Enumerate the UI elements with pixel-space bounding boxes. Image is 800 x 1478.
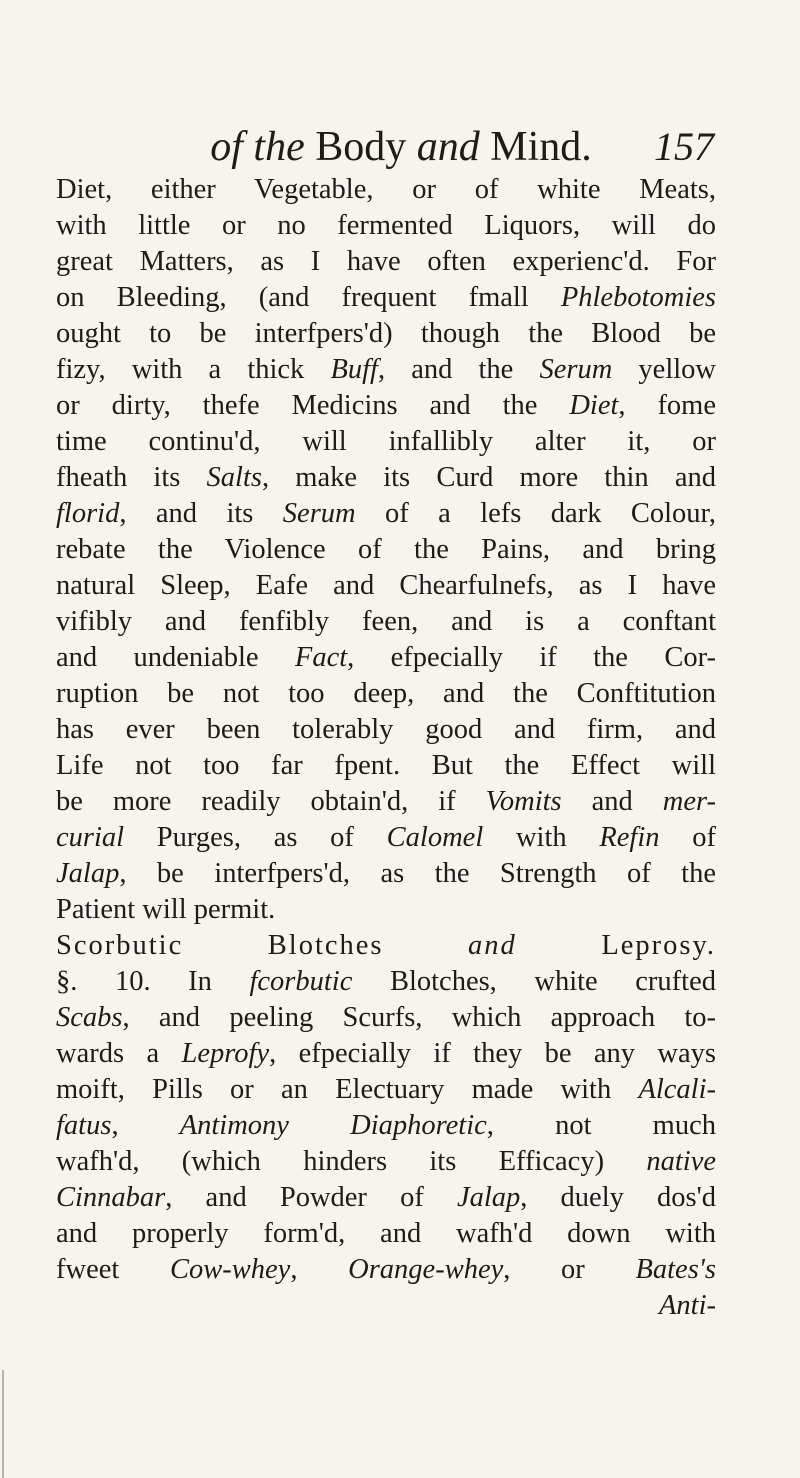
text-run: fheath its (56, 462, 207, 493)
italic-text: Orange-whey (348, 1254, 504, 1285)
text-line (56, 820, 716, 856)
text-run: , and the (377, 354, 540, 385)
italic-text: Leprofy (181, 1038, 270, 1069)
text-line (56, 1036, 716, 1072)
text-run: great Matters, as I have often experienc'd. For (56, 246, 716, 277)
italic-text: Phlebotomies (560, 282, 716, 313)
italic-text: Serum (539, 354, 613, 385)
italic-text: Jalap (56, 858, 120, 889)
text-line (56, 352, 716, 388)
text-run: vifibly and fenfibly feen, and is a conftant (56, 606, 716, 637)
text-run: ought to be interfpers'd) though the Blood be (56, 318, 716, 349)
text-line (56, 568, 716, 604)
italic-text: mer- (662, 786, 716, 817)
italic-text: fatus (56, 1110, 112, 1141)
text-run: Purges, as of (124, 822, 387, 853)
text-run: has ever been tolerably good and firm, and (56, 714, 716, 745)
italic-text: Calomel (386, 822, 484, 853)
text-line (56, 676, 716, 712)
text-run: , fome (618, 390, 717, 421)
text-line (56, 496, 716, 532)
text-run: with (483, 822, 600, 853)
text-line (56, 424, 716, 460)
italic-text: Diet (569, 390, 619, 421)
text-line (56, 640, 716, 676)
text-run: fweet (56, 1254, 170, 1285)
italic-text: Alcali- (638, 1074, 716, 1105)
text-run: wafh'd, (which hinders its Efficacy) (56, 1146, 647, 1177)
running-head-body: Body (315, 124, 407, 170)
text-line (56, 604, 716, 640)
text-line (56, 1216, 716, 1252)
text-line (56, 1072, 716, 1108)
text-run: ruption be not too deep, and the Conftitution (56, 678, 716, 709)
text-run: time continu'd, will infallibly alter it, or (56, 426, 716, 457)
italic-text: Jalap (456, 1182, 521, 1213)
text-line (56, 1000, 716, 1036)
text-line (56, 280, 716, 316)
text-run: yellow (612, 354, 717, 385)
text-run: of (659, 822, 716, 853)
italic-text: native (646, 1146, 716, 1177)
italic-text: Cinnabar (56, 1182, 166, 1213)
text-run: or dirty, thefe Medicins and the (56, 390, 570, 421)
text-run: on Bleeding, (and frequent fmall (56, 282, 561, 313)
text-run: and properly form'd, and wafh'd down with (56, 1218, 716, 1249)
text-run: fizy, with a thick (56, 354, 331, 385)
text-line (56, 1252, 716, 1288)
text-line (56, 856, 716, 892)
italic-text: Cow-whey (169, 1254, 291, 1285)
text-line (56, 532, 716, 568)
italic-text: Refin (599, 822, 660, 853)
text-line (56, 244, 716, 280)
italic-text: florid (56, 498, 120, 529)
text-line (56, 172, 716, 208)
italic-text: Vomits (485, 786, 562, 817)
text-run: moift, Pills or an Electuary made with (56, 1074, 639, 1105)
italic-text: Serum (282, 498, 356, 529)
text-run: , efpecially if they be any ways (269, 1038, 716, 1069)
text-line (56, 748, 716, 784)
text-run: , (290, 1254, 349, 1285)
text-line (56, 964, 716, 1000)
running-head-title (88, 122, 714, 172)
text-run: , make its Curd more thin and (261, 462, 716, 493)
text-run: rebate the Violence of the Pains, and bring (56, 534, 716, 565)
text-line (56, 1180, 716, 1216)
text-run: , efpecially if the Cor- (347, 642, 716, 673)
running-head-of-the: of the (210, 124, 305, 170)
margin-rule (2, 1370, 4, 1478)
text-run: natural Sleep, Eafe and Chearfulnefs, as I have (56, 570, 716, 601)
italic-text: Antimony Diaphoretic (179, 1110, 487, 1141)
text-run: wards a (56, 1038, 182, 1069)
text-run: , or (503, 1254, 636, 1285)
running-head-mind: Mind. (490, 124, 592, 170)
text-run: Diet, either Vegetable, or of white Meats, (56, 174, 716, 205)
italic-text: Scabs (56, 1002, 123, 1033)
text-line (56, 316, 716, 352)
text-run: , not much (486, 1110, 716, 1141)
text-line (56, 1288, 716, 1324)
page-number: 157 (654, 124, 714, 169)
text-run: , and peeling Scurfs, which approach to- (122, 1002, 716, 1033)
text-line (56, 460, 716, 496)
text-line (56, 208, 716, 244)
text-run: , be interfpers'd, as the Strength of the (119, 858, 716, 889)
italic-text: curial (56, 822, 125, 853)
text-run: be more readily obtain'd, if (56, 786, 486, 817)
text-line (56, 1144, 716, 1180)
body-text (56, 172, 716, 1324)
text-run: Life not too far fpent. But the Effect will (56, 750, 716, 781)
text-run: Leprosy. (516, 930, 716, 961)
text-line (56, 388, 716, 424)
italic-text: Buff (330, 354, 378, 385)
text-run: Scorbutic Blotches (56, 930, 469, 961)
italic-text: Salts (206, 462, 262, 493)
text-line (56, 892, 716, 928)
text-run: with little or no fermented Liquors, will do (56, 210, 716, 241)
text-line (56, 1108, 716, 1144)
italic-text: Fact (294, 642, 348, 673)
text-run: and (561, 786, 663, 817)
text-run: of a lefs dark Colour, (355, 498, 716, 529)
italic-text: fcorbutic (249, 966, 353, 997)
italic-text: Bates's (635, 1254, 716, 1285)
text-line (56, 784, 716, 820)
text-run: , (111, 1110, 180, 1141)
italic-text: and (468, 930, 517, 961)
text-run: §. 10. In (56, 966, 250, 997)
text-line (56, 712, 716, 748)
text-run: , and Powder of (165, 1182, 457, 1213)
text-line (56, 928, 716, 964)
text-run: Patient will permit. (56, 894, 276, 925)
text-run: , duely dos'd (520, 1182, 716, 1213)
text-run: Blotches, white crufted (352, 966, 716, 997)
running-head (88, 122, 714, 172)
text-run: , and its (119, 498, 283, 529)
italic-text: Anti- (659, 1290, 716, 1321)
running-head-and: and (416, 124, 480, 170)
text-run: and undeniable (56, 642, 295, 673)
